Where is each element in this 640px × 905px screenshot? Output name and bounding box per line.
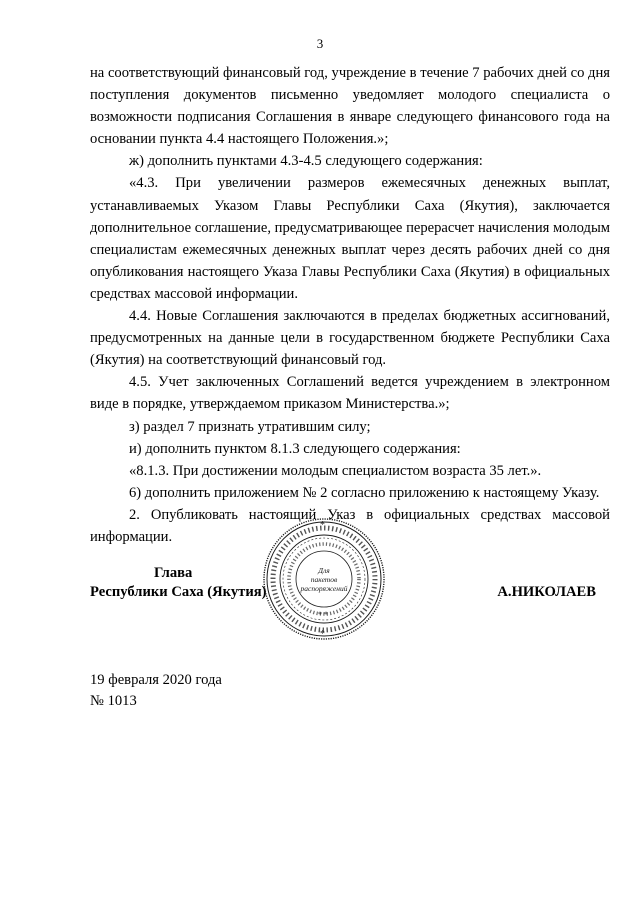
body-paragraph: 2. Опубликовать настоящий Указ в официальных средствах массовой информации. — [90, 506, 610, 545]
seal-center-line3: распоряжений — [300, 584, 348, 593]
document-number: № 1013 — [90, 693, 137, 709]
seal-graphic — [262, 517, 386, 641]
document-body — [90, 62, 610, 548]
page-number: 3 — [316, 36, 324, 51]
svg-text:*: * — [320, 520, 325, 531]
body-paragraph: з) раздел 7 признать утратившим силу; — [129, 418, 371, 435]
signatory-title — [90, 564, 270, 602]
seal-center-line1: Для — [318, 566, 330, 575]
body-paragraph: на соответствующий финансовый год, учреждение в течение 7 рабочих дней со дня поступления документов письменно уведомляет молодого специалиста о возможности подписания Соглашения в январе следующего финансового года на основании пункта 4.4 настоящего Положения.»; — [90, 65, 610, 148]
signatory-title-line1: Глава — [154, 565, 193, 581]
body-paragraph: ж) дополнить пунктами 4.3-4.5 следующего содержания: — [129, 153, 483, 170]
body-paragraph: «8.1.3. При достижении молодым специалистом возраста 35 лет.». — [129, 462, 542, 479]
document-footer — [90, 670, 222, 712]
svg-text:* *: * * — [318, 610, 328, 619]
body-paragraph: 4.4. Новые Соглашения заключаются в пределах бюджетных ассигнований, предусмотренных на данные цели в государственном бюджете Республики Саха (Якутия) на соответствующий финансовый год. — [90, 308, 610, 369]
body-paragraph: и) дополнить пунктом 8.1.3 следующего содержания: — [129, 440, 461, 457]
body-paragraph: 6) дополнить приложением № 2 согласно приложению к настоящему Указу. — [129, 484, 600, 501]
seal-center-line2: пакетов — [310, 575, 338, 584]
signatory-name: А.НИКОЛАЕВ — [497, 584, 596, 600]
body-paragraph: 4.5. Учет заключенных Соглашений ведется учреждением в электронном виде в порядке, утверждаемом приказом Министерства.»; — [90, 374, 610, 413]
official-seal — [262, 517, 386, 641]
svg-text:*: * — [320, 629, 325, 640]
document-date: 19 февраля 2020 года — [90, 672, 222, 688]
body-paragraph: «4.3. При увеличении размеров ежемесячных денежных выплат, устанавливаемых Указом Главы Республики Саха (Якутия), заключается дополнительное соглашение, предусматривающее перерасчет начисления молодым специалистам ежемесячных денежных выплат через десять рабочих дней со дня опубликования настоящего Указа Главы Республики Саха (Якутия) в официальных средствах массовой информации. — [90, 175, 610, 302]
signatory-title-line2: Республики Саха (Якутия) — [90, 584, 267, 600]
